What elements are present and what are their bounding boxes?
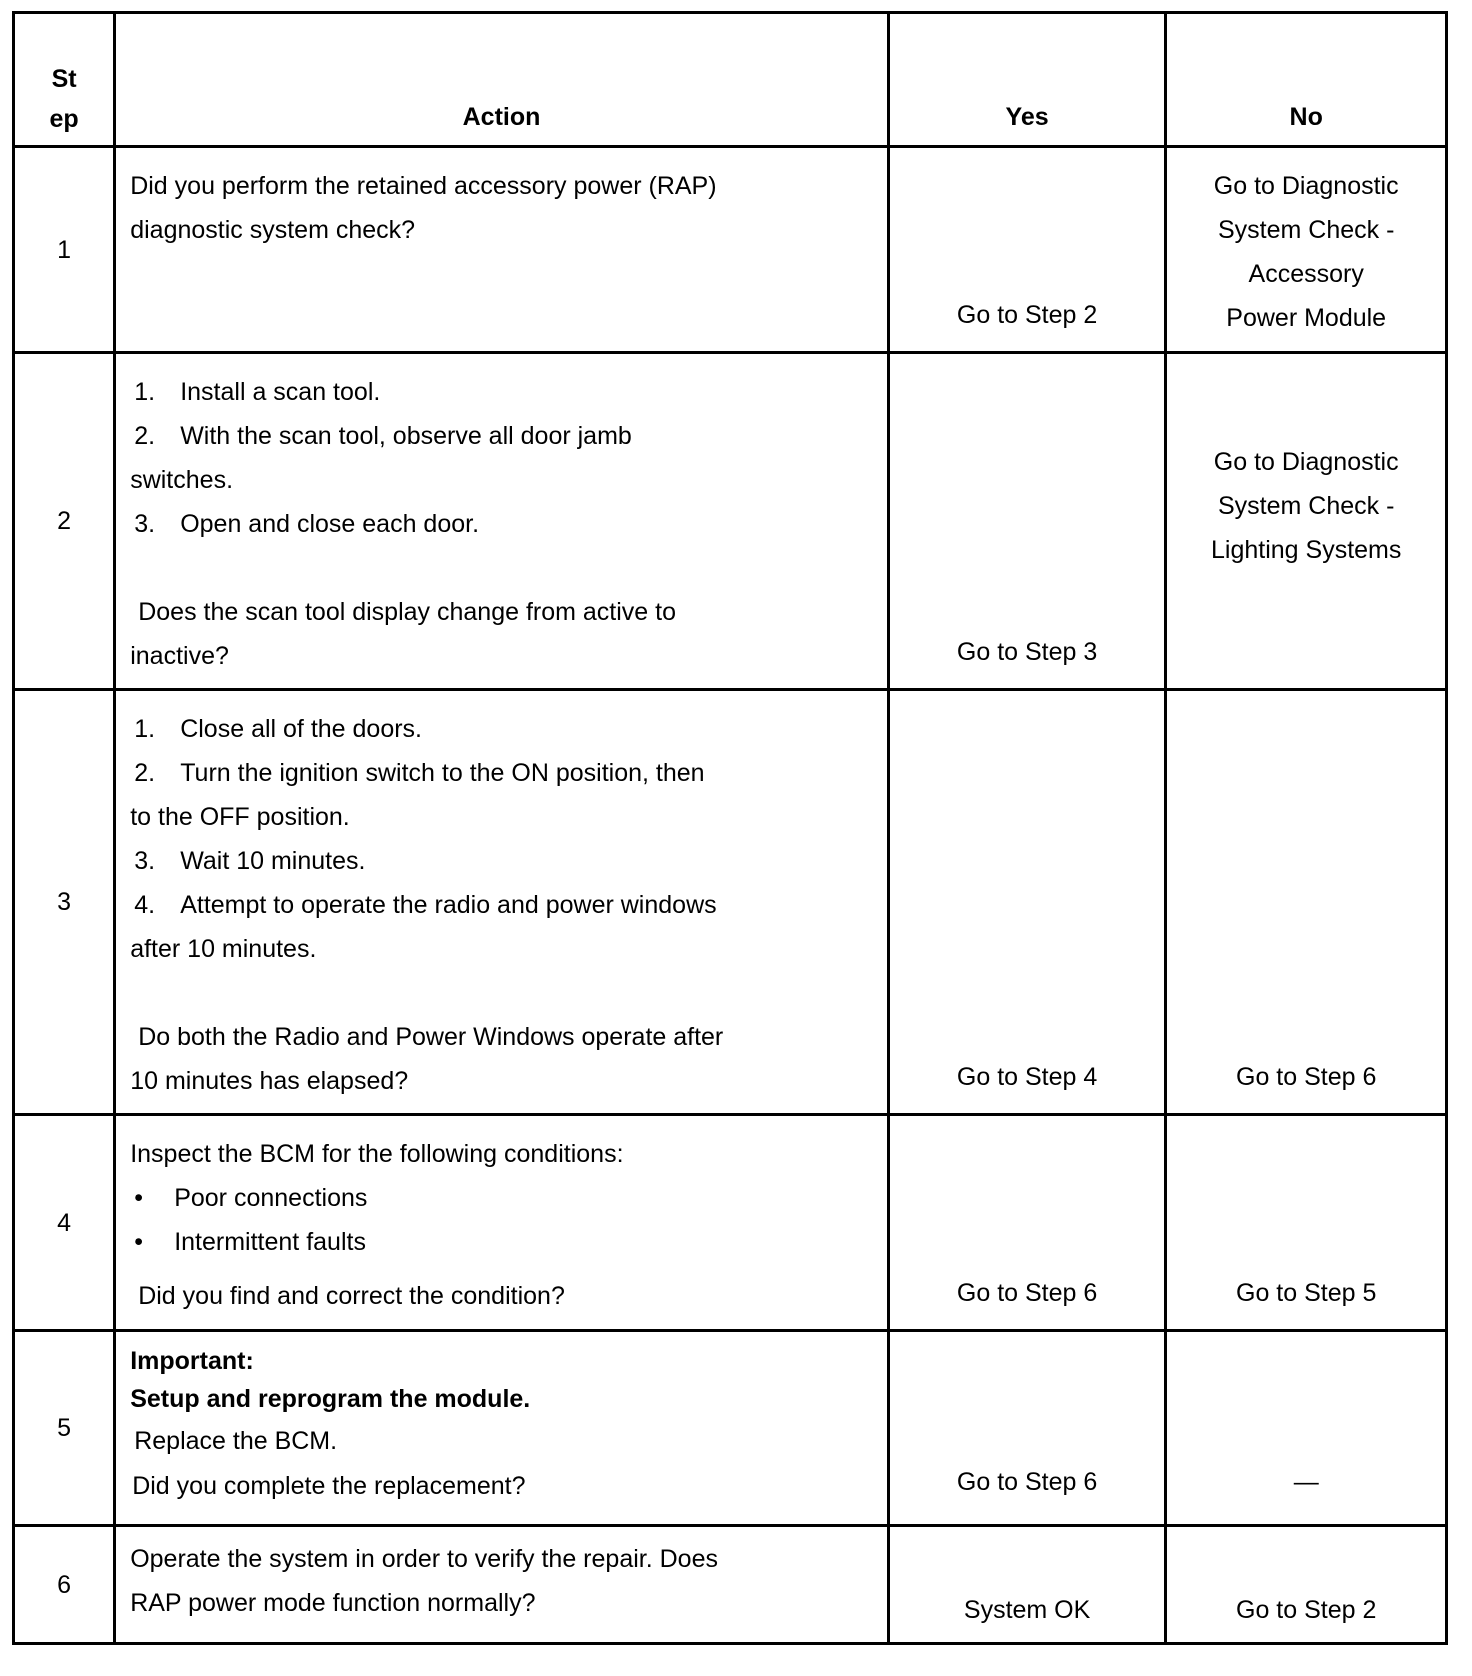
list-item: 1. Close all of the doors. [134, 715, 422, 743]
no-line: Go to Diagnostic [1213, 172, 1399, 200]
header-yes: Yes [888, 13, 1166, 147]
no-cell [1166, 353, 1447, 690]
header-no: No [1166, 13, 1447, 147]
question-continuation: inactive? [130, 642, 229, 670]
instruction-text: Operate the system in order to verify the repair. Does [130, 1545, 718, 1573]
question-text: Does the scan tool display change from active to [138, 598, 676, 626]
yes-cell: Go to Step 2 [888, 147, 1166, 353]
yes-cell: Go to Step 6 [888, 1115, 1166, 1331]
no-cell: Go to Step 6 [1166, 690, 1447, 1115]
question-continuation: 10 minutes has elapsed? [130, 1067, 409, 1095]
important-label: Important: [130, 1347, 254, 1375]
question-text: Did you find and correct the condition? [138, 1282, 565, 1310]
list-item: 3. Wait 10 minutes. [134, 847, 366, 875]
table-row-step-6 [14, 1526, 1447, 1644]
header-step [14, 13, 115, 147]
action-text: Did you perform the retained accessory power (RAP) diagnostic system check? [130, 172, 717, 244]
list-item: 1. Install a scan tool. [134, 378, 381, 406]
yes-cell: System OK [888, 1526, 1166, 1644]
intro-text: Inspect the BCM for the following conditions: [130, 1140, 624, 1168]
action-cell [115, 1115, 889, 1331]
header-step-line1: St [51, 65, 77, 93]
list-item-continuation: switches. [130, 466, 234, 494]
header-action: Action [115, 13, 889, 147]
question-text: RAP power mode function normally? [130, 1589, 536, 1617]
no-cell: Go to Step 2 [1166, 1526, 1447, 1644]
step-number: 3 [14, 690, 115, 1115]
step-number: 4 [14, 1115, 115, 1331]
no-line: Go to Diagnostic [1213, 448, 1399, 476]
step-number: 5 [14, 1331, 115, 1526]
yes-cell: Go to Step 6 [888, 1331, 1166, 1526]
table-row-step-2 [14, 353, 1447, 690]
table-row-step-5 [14, 1331, 1447, 1526]
instruction-text: Replace the BCM. [134, 1427, 338, 1455]
table-header-row [14, 13, 1447, 147]
no-cell: — [1166, 1331, 1447, 1526]
step-number: 6 [14, 1526, 115, 1644]
list-item-continuation: after 10 minutes. [130, 935, 317, 963]
important-note: Setup and reprogram the module. [130, 1385, 531, 1413]
no-line: System Check - [1217, 216, 1395, 244]
no-line: System Check - [1217, 492, 1395, 520]
bullet-item: • Poor connections [130, 1176, 875, 1220]
action-cell [115, 1331, 889, 1526]
table-row-step-1 [14, 147, 1447, 353]
bullet-icon: • [134, 1228, 143, 1256]
action-cell [115, 353, 889, 690]
list-item: 3. Open and close each door. [134, 510, 480, 538]
question-text: Did you complete the replacement? [132, 1472, 526, 1500]
list-item: 2. With the scan tool, observe all door jamb [134, 422, 632, 450]
diagnostic-table [12, 11, 1448, 1645]
action-cell [115, 147, 889, 353]
question-text: Do both the Radio and Power Windows operate after [138, 1023, 724, 1051]
step-number: 2 [14, 353, 115, 690]
no-line: Accessory [1248, 260, 1364, 288]
table-row-step-3 [14, 690, 1447, 1115]
yes-cell: Go to Step 4 [888, 690, 1166, 1115]
no-line: Lighting Systems [1211, 536, 1402, 564]
list-item: 2. Turn the ignition switch to the ON position, then [134, 759, 705, 787]
action-cell [115, 690, 889, 1115]
header-step-line2: ep [49, 105, 79, 133]
table-row-step-4 [14, 1115, 1447, 1331]
yes-cell: Go to Step 3 [888, 353, 1166, 690]
no-cell [1166, 147, 1447, 353]
list-item-continuation: to the OFF position. [130, 803, 350, 831]
no-cell: Go to Step 5 [1166, 1115, 1447, 1331]
step-number: 1 [14, 147, 115, 353]
list-item: 4. Attempt to operate the radio and power windows [134, 891, 717, 919]
no-line: Power Module [1226, 304, 1387, 332]
action-cell [115, 1526, 889, 1644]
bullet-icon: • [134, 1184, 143, 1212]
bullet-item: • Intermittent faults [130, 1220, 875, 1264]
